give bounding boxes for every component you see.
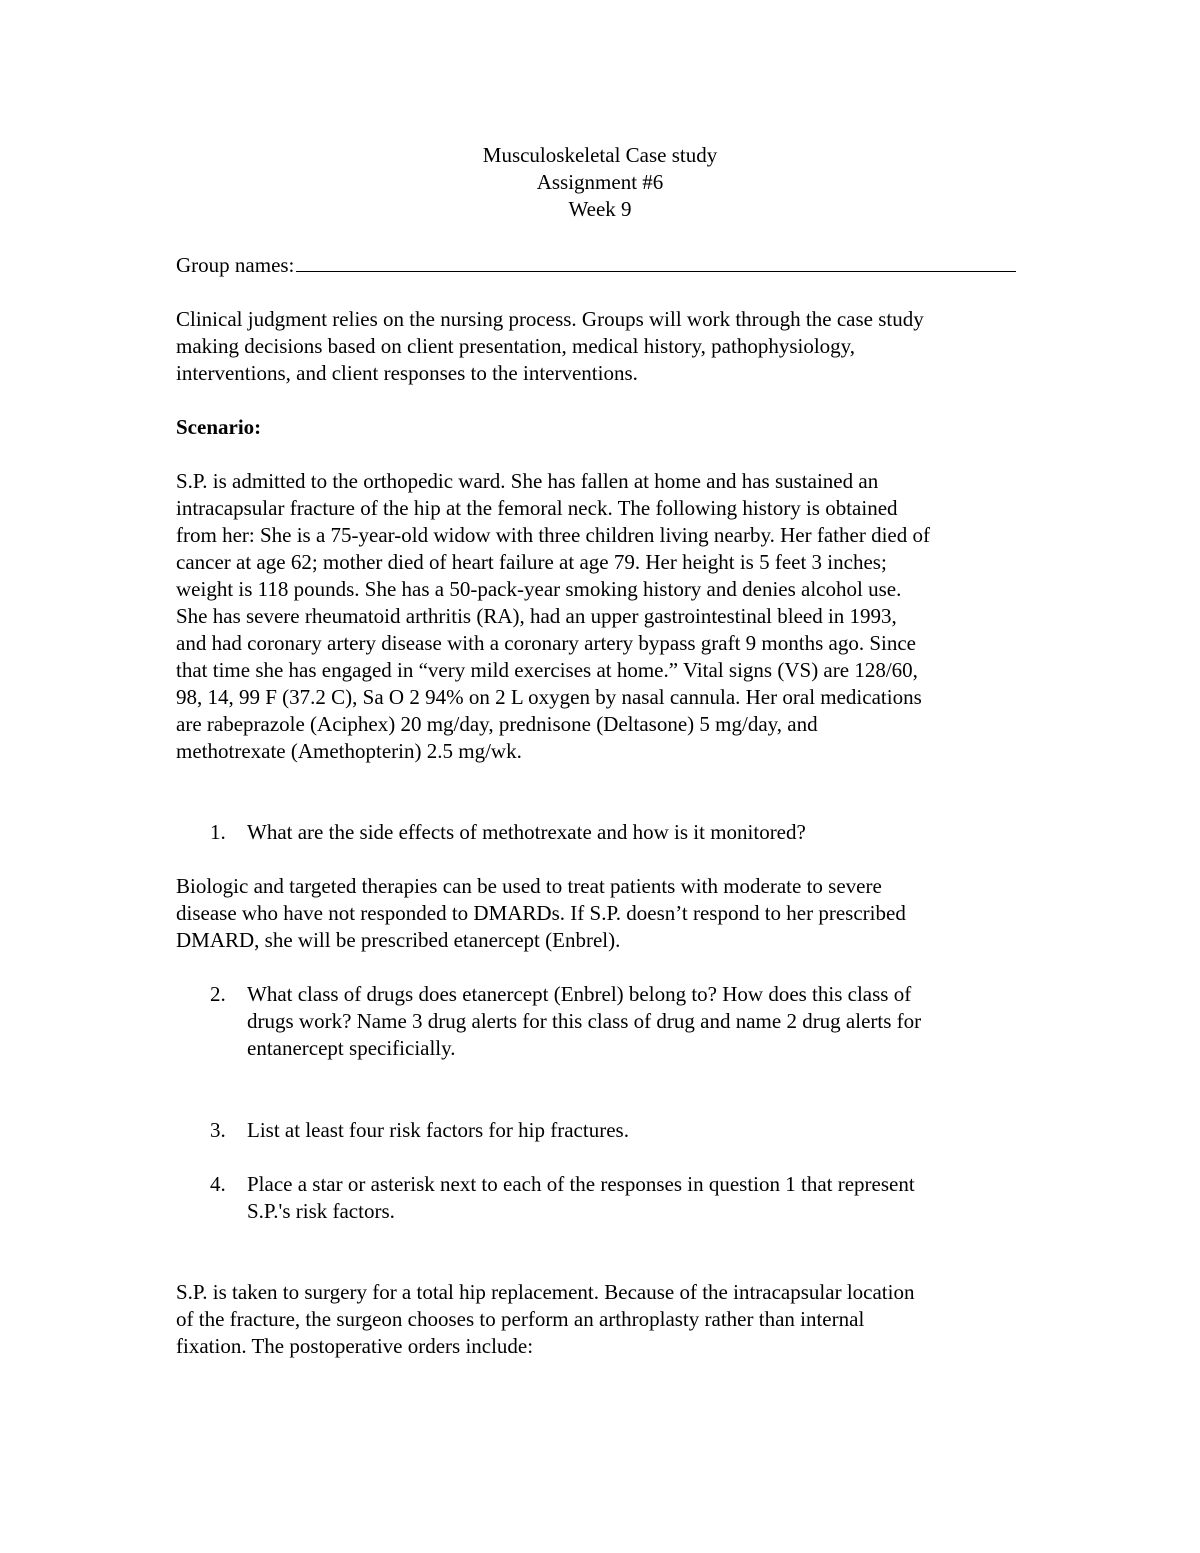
scenario-line: cancer at age 62; mother died of heart failure at age 79. Her height is 5 feet 3 inches; — [176, 550, 887, 574]
intro-line: interventions, and client responses to the interventions. — [176, 361, 638, 385]
assignment-number: Assignment #6 — [536, 170, 664, 194]
scenario-line: intracapsular fracture of the hip at the femoral neck. The following history is obtained — [176, 496, 898, 520]
document-header — [0, 142, 1200, 223]
scenario-paragraph — [176, 468, 1066, 765]
question-text — [247, 1117, 1030, 1144]
question-line: S.P.'s risk factors. — [247, 1199, 395, 1223]
group-names-field[interactable] — [176, 251, 1016, 279]
biologic-line: DMARD, she will be prescribed etanercept (Enbrel). — [176, 928, 621, 952]
question-line: What class of drugs does etanercept (Enbrel) belong to? How does this class of — [247, 982, 912, 1006]
question-3 — [210, 1117, 1030, 1144]
group-names-blank-line[interactable] — [296, 251, 1016, 272]
question-number: 3. — [210, 1118, 226, 1142]
question-number: 4. — [210, 1172, 226, 1196]
biologic-line: Biologic and targeted therapies can be used to treat patients with moderate to severe — [176, 874, 882, 898]
week-label: Week 9 — [568, 197, 632, 221]
surgery-line: fixation. The postoperative orders include: — [176, 1334, 534, 1358]
scenario-heading: Scenario: — [176, 415, 262, 439]
scenario-line: She has severe rheumatoid arthritis (RA), had an upper gastrointestinal bleed in 1993, — [176, 604, 897, 628]
scenario-line: S.P. is admitted to the orthopedic ward. She has fallen at home and has sustained an — [176, 469, 879, 493]
surgery-line: S.P. is taken to surgery for a total hip replacement. Because of the intracapsular location — [176, 1280, 915, 1304]
surgery-line: of the fracture, the surgeon chooses to perform an arthroplasty rather than internal — [176, 1307, 865, 1331]
question-text — [247, 981, 1030, 1062]
question-line: List at least four risk factors for hip fractures. — [247, 1118, 629, 1142]
question-text — [247, 819, 1030, 846]
question-line: entanercept specificially. — [247, 1036, 456, 1060]
question-line: Place a star or asterisk next to each of the responses in question 1 that represent — [247, 1172, 915, 1196]
group-names-label: Group names: — [176, 253, 295, 277]
document-title: Musculoskeletal Case study — [482, 143, 718, 167]
question-1 — [210, 819, 1030, 846]
question-line: What are the side effects of methotrexate and how is it monitored? — [247, 820, 806, 844]
intro-line: making decisions based on client presentation, medical history, pathophysiology, — [176, 334, 856, 358]
scenario-line: weight is 118 pounds. She has a 50-pack-year smoking history and denies alcohol use. — [176, 577, 902, 601]
question-number: 2. — [210, 982, 226, 1006]
scenario-line: that time she has engaged in “very mild exercises at home.” Vital signs (VS) are 128/60, — [176, 658, 918, 682]
scenario-line: from her: She is a 75-year-old widow with three children living nearby. Her father died of — [176, 523, 930, 547]
intro-line: Clinical judgment relies on the nursing process. Groups will work through the case study — [176, 307, 924, 331]
surgery-paragraph — [176, 1279, 1056, 1360]
question-line: drugs work? Name 3 drug alerts for this class of drug and name 2 drug alerts for — [247, 1009, 922, 1033]
biologic-line: disease who have not responded to DMARDs. If S.P. doesn’t respond to her prescribed — [176, 901, 906, 925]
biologic-therapies-paragraph — [176, 873, 1056, 954]
scenario-line: methotrexate (Amethopterin) 2.5 mg/wk. — [176, 739, 522, 763]
question-2 — [210, 981, 1030, 1062]
question-4 — [210, 1171, 1030, 1225]
intro-paragraph — [176, 306, 1056, 387]
scenario-line: and had coronary artery disease with a coronary artery bypass graft 9 months ago. Since — [176, 631, 916, 655]
question-number: 1. — [210, 820, 226, 844]
scenario-line: 98, 14, 99 F (37.2 C), Sa O 2 94% on 2 L oxygen by nasal cannula. Her oral medications — [176, 685, 922, 709]
question-text — [247, 1171, 1030, 1225]
scenario-line: are rabeprazole (Aciphex) 20 mg/day, prednisone (Deltasone) 5 mg/day, and — [176, 712, 818, 736]
